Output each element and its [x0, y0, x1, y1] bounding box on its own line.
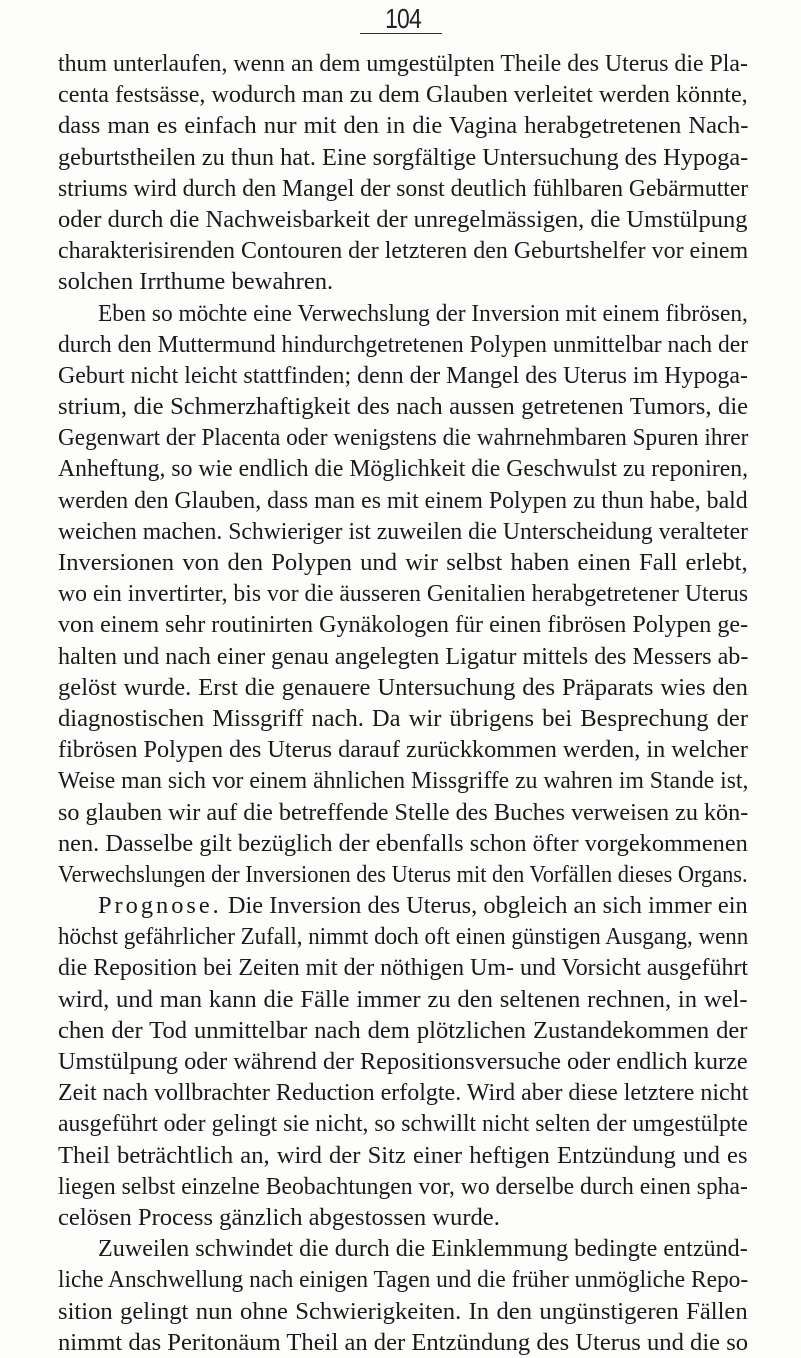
text-line: Geburt nicht leicht stattfinden; denn der Mangel des Uterus im Hypoga-	[58, 361, 748, 389]
text-line: wird, und man kann die Fälle immer zu den seltenen rechnen, in wel-	[58, 985, 748, 1013]
text-line: von einem sehr routinirten Gynäkologen für einen fibrösen Polypen ge-	[58, 611, 749, 639]
text-line: liche Anschwellung nach einigen Tagen und die früher unmögliche Repo-	[58, 1266, 749, 1294]
body-text	[58, 48, 748, 1358]
text-line: dass man es einfach nur mit den in die Vagina herabgetretenen Nach-	[58, 112, 749, 140]
text-line: liegen selbst einzelne Beobachtungen vor, wo derselbe durch einen spha-	[58, 1172, 748, 1200]
section-heading-word: Prognose.	[98, 892, 222, 920]
text-line: strium, die Schmerzhaftigkeit des nach aussen getretenen Tumors, die	[58, 393, 749, 421]
text-line: Umstülpung oder während der Repositionsversuche oder endlich kurze	[58, 1048, 748, 1075]
text-line: durch den Muttermund hindurchgetretenen Polypen unmittelbar nach der	[58, 330, 749, 358]
text-line: so glauben wir auf die betreffende Stelle des Buches verweisen zu kön-	[58, 798, 749, 826]
text-line: Zuweilen schwindet die durch die Einklemmung bedingte entzünd-	[98, 1235, 748, 1263]
text-line: weichen machen. Schwieriger ist zuweilen die Unterscheidung veralteter	[58, 517, 749, 545]
page-number: 104	[385, 3, 421, 34]
header-rule	[360, 33, 442, 34]
text-line: ausgeführt oder gelingt sie nicht, so schwillt nicht selten der umgestülpte	[58, 1110, 748, 1138]
text-line: oder durch die Nachweisbarkeit der unregelmässigen, die Umstülpung	[58, 205, 748, 233]
text-line: wo ein invertirter, bis vor die äusseren Genitalien herabgetretener Uterus	[58, 580, 749, 608]
text-line: Theil beträchtlich an, wird der Sitz einer heftigen Entzündung und es	[58, 1141, 748, 1169]
text-line: Verwechslungen der Inversionen des Uterus mit den Vorfällen dieses Organs.	[58, 860, 748, 888]
text-line: geburtstheilen zu thun hat. Eine sorgfältige Untersuchung des Hypoga-	[58, 143, 749, 171]
text-line: Anheftung, so wie endlich die Möglichkeit die Geschwulst zu reponiren,	[58, 455, 749, 483]
text-line: fibrösen Polypen des Uterus darauf zurückkommen werden, in welcher	[58, 736, 749, 764]
text-line: Prognose. Die Inversion des Uterus, obgleich an sich immer ein	[98, 892, 748, 920]
text-line: werden den Glauben, dass man es mit einem Polypen zu thun habe, bald	[58, 486, 748, 514]
text-line: sition gelingt nun ohne Schwierigkeiten. In den ungünstigeren Fällen	[58, 1297, 748, 1325]
text-line: höchst gefährlicher Zufall, nimmt doch oft einen günstigen Ausgang, wenn	[58, 923, 749, 951]
text-line: halten und nach einer genau angelegten Ligatur mittels des Messers ab-	[58, 642, 749, 670]
text-line: Gegenwart der Placenta oder wenigstens die wahrnehmbaren Spuren ihrer	[58, 424, 749, 452]
text-line: gelöst wurde. Erst die genauere Untersuchung des Präparats wies den	[58, 673, 748, 701]
text-line: Inversionen von den Polypen und wir selbst haben einen Fall erlebt,	[58, 549, 748, 576]
text-line: chen der Tod unmittelbar nach dem plötzlichen Zustandekommen der	[58, 1016, 748, 1044]
text-line: charakterisirenden Contouren der letzteren den Geburtshelfer vor einem	[58, 237, 749, 265]
text-line: Weise man sich vor einem ähnlichen Missgriffe zu wahren im Stande ist,	[58, 767, 749, 795]
text-line: centa festsässe, wodurch man zu dem Glauben verleitet werden könnte,	[58, 81, 748, 109]
text-line: thum unterlaufen, wenn an dem umgestülpten Theile des Uterus die Pla-	[58, 50, 748, 77]
text-line: solchen Irrthume bewahren.	[58, 268, 334, 296]
text-line: die Reposition bei Zeiten mit der nöthigen Um- und Vorsicht ausgeführt	[58, 954, 749, 982]
text-line: nimmt das Peritonäum Theil an der Entzündung des Uterus und die so	[58, 1328, 749, 1356]
text-line: Eben so möchte eine Verwechslung der Inversion mit einem fibrösen,	[98, 299, 748, 327]
text-line: diagnostischen Missgriff nach. Da wir übrigens bei Besprechung der	[58, 704, 749, 732]
text-line: striums wird durch den Mangel der sonst deutlich fühlbaren Gebärmutter	[58, 174, 749, 202]
text-line: nen. Dasselbe gilt bezüglich der ebenfalls schon öfter vorgekommenen	[58, 829, 748, 857]
text-line: Zeit nach vollbrachter Reduction erfolgte. Wird aber diese letztere nicht	[58, 1079, 749, 1107]
text-line: celösen Process gänzlich abgestossen wurde.	[58, 1203, 500, 1231]
